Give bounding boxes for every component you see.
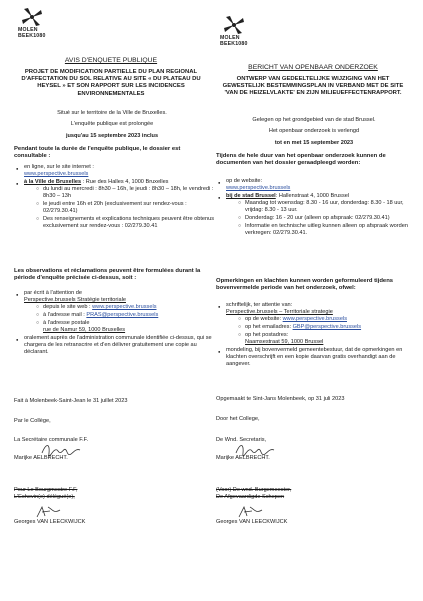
mayor-role-a-nl: (Voor) De wnd. Burgemeester, [216, 487, 292, 493]
situated-text-fr: Situé sur le territoire de la Ville de Bruxelles. [57, 110, 167, 116]
list-item: ○ op het emailadres: GBP@perspective.brussels [238, 324, 422, 331]
situated-text-nl: Gelegen op het grondgebied van de stad Brussel. [252, 117, 376, 123]
observations-heading-fr: Les observations et réclamations peuvent être formulées durant la période d'enquête précisée ci-dessus, soit : [14, 268, 201, 281]
extended-text-fr: L'enquête publique est prolongée [70, 121, 154, 127]
mayor-role-b-nl: De Afgevaardigde Schepen [216, 494, 285, 500]
list-item: ○ Maandag tot woensdag: 8.30 - 16 uur, donderdag: 8.30 - 18 uur, vrijdag: 8.30 - 13 uur. [238, 200, 422, 214]
windmill-icon [20, 6, 44, 28]
project-title-nl: ONTWERP VAN GEDEELTELIJKE WIJZIGING VAN HET GEWESTELIJK BESTEMMINGSPLAN IN VERBAND MET DE SITE 'VAN DE HEIZELVLAKTE' EN ZIJN MILIEUEFFECTENRAPPORT. [222, 76, 404, 97]
website-link-fr-2[interactable]: www.perspective.brussels [92, 304, 157, 310]
secretary-role-nl: De Wnd. Secretaris, [216, 437, 267, 443]
submission-list-nl [218, 302, 414, 369]
deadline-text-nl: tot en met 15 september 2023 [274, 140, 354, 146]
signature-college-nl: Door het College, [216, 416, 260, 422]
list-item: ● par écrit à l'attention de Perspective.brussels Stratégie territoriale ○ depuis le site web : www.perspective.brussels ○ à l'adresse mail : PRAS@perspective.brussels ○ à l'adresse postale rue de Namur 59, 1000 Bruxelles [16, 290, 212, 334]
logo-text-line1: MOLEN [220, 35, 240, 41]
list-item: ○ à l'adresse mail : PRAS@perspective.brussels [36, 312, 220, 319]
windmill-icon [222, 14, 246, 36]
website-link-nl-2[interactable]: www.perspective.brussels [282, 316, 347, 322]
list-item: ● en ligne, sur le site internet : www.perspective.brussels [16, 164, 212, 178]
logo-text-line2: BEEK1080 [18, 32, 46, 39]
mayor-name-fr: Georges VAN LEECKWIJCK [14, 519, 86, 525]
list-item: ● bij de stad Brussel: Hallenstraat 4, 1000 Brussel ○ Maandag tot woensdag: 8.30 - 16 uur, donderdag: 8.30 - 18 uur, vrijdag: 8.30 - 13 uur. ○ Donderdag: 16 - 20 uur (alleen op afspraak: 02/279.30.41) ○ Informatie en technische uitleg kunnen alleen op afspraak worden verkregen: 02/279.30.41. [218, 193, 414, 237]
consultation-list-nl [218, 178, 414, 238]
list-item: ○ depuis le site web : www.perspective.brussels [36, 304, 220, 311]
list-item: ● schriftelijk, ter attentie van: Perspective.brussels – Territoriale strategie ○ op de website: www.perspective.brussels ○ op het emailadres: GBP@perspective.brussels ○ op het postadres: Naamsestraat 59, 1000 Brussel [218, 302, 414, 346]
molenbeek-logo [14, 6, 54, 44]
list-item: ○ le jeudi entre 16h et 20h (exclusivement sur rendez-vous : 02/279.30.41) [36, 201, 220, 215]
mayor-name-nl: Georges VAN LEECKWIJCK [216, 519, 288, 525]
secretary-name-nl: Marijke AELBRECHT. [216, 455, 270, 461]
list-item: ○ Donderdag: 16 - 20 uur (alleen op afspraak: 02/279.30.41) [238, 215, 422, 222]
mayor-role-a-fr: Pour Le Bourgmestre F.F, [14, 487, 78, 493]
email-link-nl[interactable]: GBP@perspective.brussels [292, 324, 362, 330]
french-column [10, 0, 215, 601]
mayor-signature [34, 504, 64, 520]
list-item: ○ à l'adresse postale rue de Namur 59, 1000 Bruxelles [36, 320, 220, 334]
notice-title-nl: BERICHT VAN OPENBAAR ONDERZOEK [248, 64, 378, 71]
list-item: ● oralement auprès de l'administration communale identifiée ci-dessus, qui se chargera de les retranscrire et d'en délivrer gratuitement une copie au déclarant. [16, 335, 212, 356]
signature-place-date-fr: Fait à Molenbeek-Saint-Jean le 31 juillet 2023 [14, 398, 128, 404]
signature-place-date-nl: Opgemaakt te Sint-Jans Molenbeek, op 31 juli 2023 [216, 396, 345, 402]
molenbeek-logo-nl [216, 14, 256, 52]
logo-text-line1: MOLEN [18, 27, 38, 33]
consultation-list-fr [16, 164, 215, 231]
list-item: ○ Informatie en technische uitleg kunnen alleen op afspraak worden verkregen: 02/279.30.41. [238, 223, 422, 237]
observations-heading-nl: Opmerkingen en klachten kunnen worden geformuleerd tijdens bovenvermelde periode van het onderzoek, ofwel: [216, 278, 394, 291]
list-item: ● op de website: www.perspective.brussels [218, 178, 414, 192]
notice-title-fr: AVIS D'ENQUETE PUBLIQUE [64, 57, 158, 64]
list-item: ○ Des renseignements et explications techniques peuvent être obtenus exclusivement sur rendez-vous : 02/279.30.41 [36, 216, 220, 230]
website-link-nl[interactable]: www.perspective.brussels [226, 185, 291, 191]
secretary-name-fr: Marijke AELBRECHT. [14, 455, 68, 461]
consultation-heading-fr: Pendant toute la durée de l'enquête publique, le dossier est consultable : [14, 146, 181, 159]
mayor-signature-nl [236, 504, 266, 520]
project-title-fr: PROJET DE MODIFICATION PARTIELLE DU PLAN REGIONAL D'AFFECTATION DU SOL RELATIVE AU SITE « DU PLATEAU DU HEYSEL » ET SON RAPPORT SUR LES INCIDENCES ENVIRONNEMENTALES [21, 69, 201, 97]
email-link-fr[interactable]: PRAS@perspective.brussels [86, 312, 159, 318]
deadline-text-fr: jusqu'au 15 septembre 2023 inclus [65, 133, 159, 139]
list-item: ○ op de website: www.perspective.brussels [238, 316, 422, 323]
signature-college-fr: Par le Collège, [14, 418, 51, 424]
secretary-role-fr: La Secrétaire communale F.F. [14, 437, 88, 443]
consultation-heading-nl: Tijdens de hele duur van het openbaar onderzoek kunnen de documenten van het dossier geraadpleegd worden: [216, 153, 386, 166]
website-link-fr[interactable]: www.perspective.brussels [24, 171, 89, 177]
list-item: ○ op het postadres: Naamsestraat 59, 1000 Brussel [238, 332, 422, 346]
list-item: ○ du lundi au mercredi : 8h30 – 16h, le jeudi : 8h30 – 18h, le vendredi : 8h30 – 13h [36, 186, 220, 200]
extended-text-nl: Het openbaar onderzoek is verlengd [268, 128, 360, 134]
submission-list-fr [16, 290, 212, 357]
logo-text-line2: BEEK1080 [220, 40, 248, 47]
dutch-column [212, 0, 414, 601]
list-item: ● mondeling, bij bovenvermeld gemeentebestuur, dat de opmerkingen en klachten overschrijft en een kopie daarvan gratis overhandigt aan de aangever. [218, 347, 414, 368]
mayor-role-b-fr: L'Echevin(e) délégué(e), [14, 494, 75, 500]
list-item: ● à la Ville de Bruxelles : Rue des Halles 4, 1000 Bruxelles ○ du lundi au mercredi : 8h30 – 16h, le jeudi : 8h30 – 18h, le vendredi : 8h30 – 13h ○ le jeudi entre 16h et 20h (exclusivement sur rendez-vous : 02/279.30.41) ○ Des renseignements et explications techniques peuvent être obtenus exclusivement sur rendez-vous : 02/279.30.41 [16, 179, 212, 230]
